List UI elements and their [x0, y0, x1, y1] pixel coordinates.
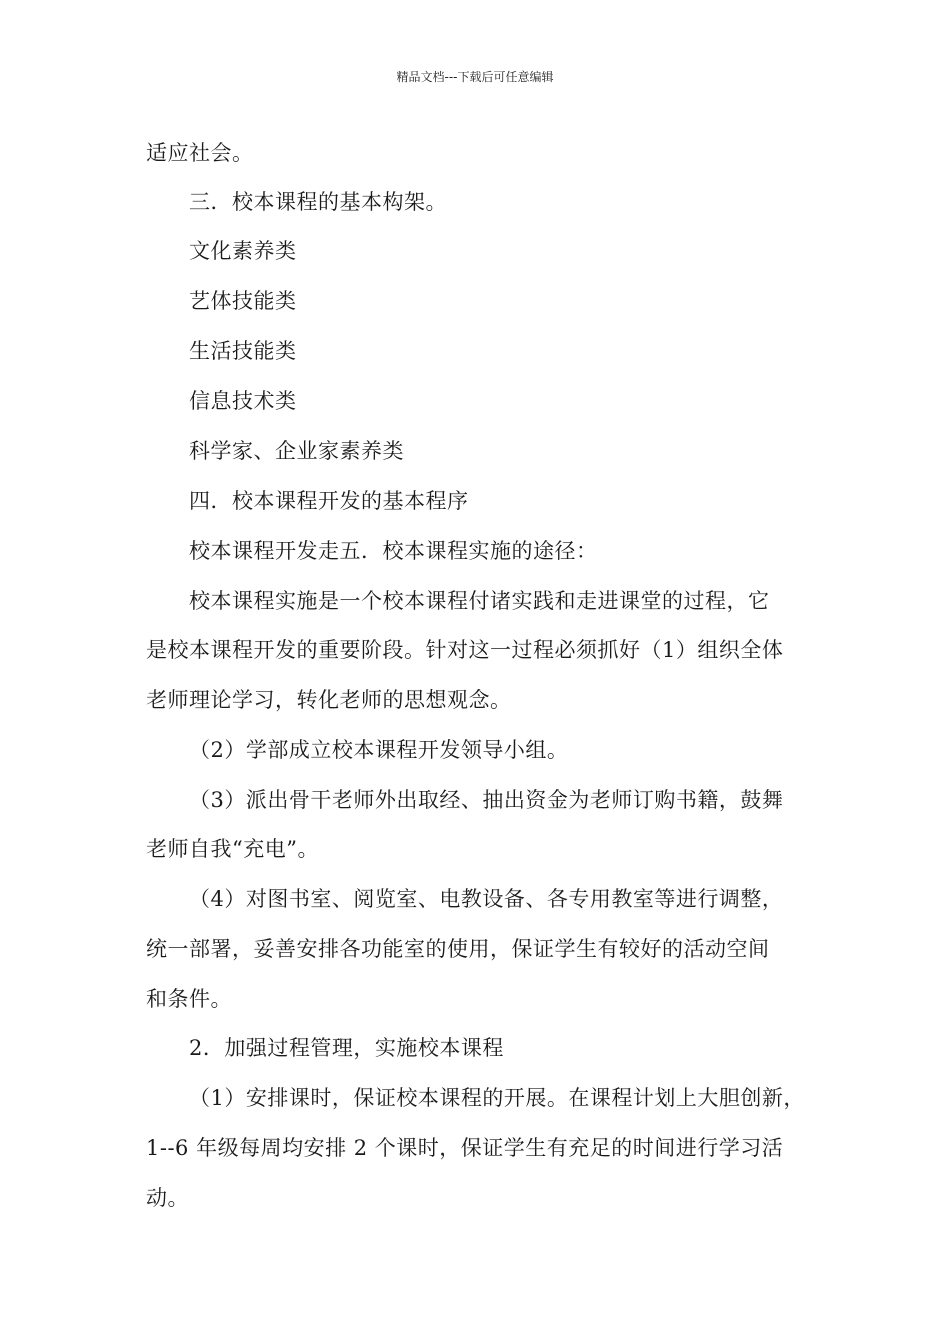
list-item: 艺体技能类 [189, 289, 297, 313]
text-line: 是校本课程开发的重要阶段。针对这一过程必须抓好（1）组织全体 [146, 638, 784, 662]
section-heading: 三．校本课程的基本构架。 [189, 190, 447, 214]
text-line: 老师自我“充电”。 [146, 837, 319, 861]
text-line: 校本课程实施是一个校本课程付诸实践和走进课堂的过程，它 [189, 589, 770, 613]
text-line: 动。 [146, 1186, 189, 1210]
text-line: 校本课程开发走五．校本课程实施的途径： [189, 539, 598, 563]
text-line: 1--6 年级每周均安排 2 个课时，保证学生有充足的时间进行学习活 [146, 1136, 784, 1160]
section-heading: 四．校本课程开发的基本程序 [189, 489, 469, 513]
list-item: 科学家、企业家素养类 [189, 439, 404, 463]
text-line: （3）派出骨干老师外出取经、抽出资金为老师订购书籍，鼓舞 [189, 788, 784, 812]
page-header: 精品文档---下载后可任意编辑 [396, 70, 554, 84]
list-item: 信息技术类 [189, 389, 297, 413]
text-line: 老师理论学习，转化老师的思想观念。 [146, 688, 512, 712]
text-line: 适应社会。 [146, 141, 254, 165]
list-item: 文化素养类 [189, 239, 297, 263]
section-heading: 2．加强过程管理，实施校本课程 [189, 1036, 504, 1060]
text-line: （4）对图书室、阅览室、电教设备、各专用教室等进行调整， [189, 887, 784, 911]
list-item: 生活技能类 [189, 339, 297, 363]
text-line: （1）安排课时，保证校本课程的开展。在课程计划上大胆创新， [189, 1086, 805, 1110]
text-line: 和条件。 [146, 987, 232, 1011]
text-line: （2）学部成立校本课程开发领导小组。 [189, 738, 569, 762]
text-line: 统一部署，妥善安排各功能室的使用，保证学生有较好的活动空间 [146, 937, 770, 961]
